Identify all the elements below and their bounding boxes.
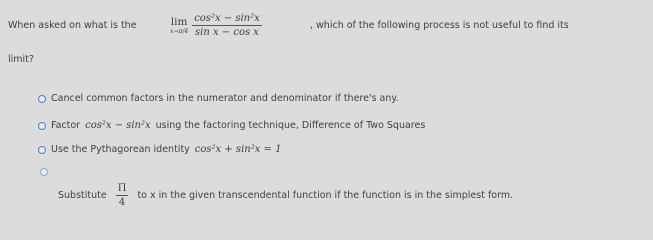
radio-option-4[interactable] — [40, 168, 48, 176]
option-4-fraction — [116, 183, 129, 208]
option-4-lead: Substitute — [58, 190, 107, 201]
option-1-text: Cancel common factors in the numerator and denominator if there's any. — [51, 93, 399, 104]
option-1[interactable] — [38, 93, 399, 104]
option-3-lead: Use the Pythagorean identity — [51, 144, 190, 155]
option-3-math: cos²x + sin²x = 1 — [194, 144, 282, 155]
question-prefix: When asked on what is the — [8, 20, 137, 31]
fraction-numerator: cos²x − sin²x — [194, 12, 260, 24]
limit-expression — [170, 7, 262, 43]
limit-subscript: x→π/4 — [170, 27, 189, 35]
fraction-denominator: sin x − cos x — [195, 26, 259, 38]
question-suffix: , which of the following process is not useful to find its — [310, 20, 569, 31]
option-4-frac-num: Π — [117, 183, 127, 194]
option-2[interactable] — [38, 120, 425, 131]
question-continuation: limit? — [8, 54, 34, 65]
radio-option-3[interactable] — [38, 146, 46, 154]
option-3[interactable] — [38, 144, 281, 155]
limit-operator: lim — [170, 15, 188, 28]
option-4-text: to x in the given transcendental function if the function is in the simplest form. — [137, 190, 514, 201]
radio-option-1[interactable] — [38, 95, 46, 103]
option-4[interactable] — [38, 165, 618, 220]
option-2-text: using the factoring technique, Difference of Two Squares — [155, 120, 426, 131]
option-2-math: cos²x − sin²x — [85, 120, 151, 131]
limit-fraction — [192, 13, 262, 38]
radio-option-2[interactable] — [38, 122, 46, 130]
option-4-frac-den: 4 — [118, 197, 126, 208]
option-2-lead: Factor — [51, 120, 81, 131]
